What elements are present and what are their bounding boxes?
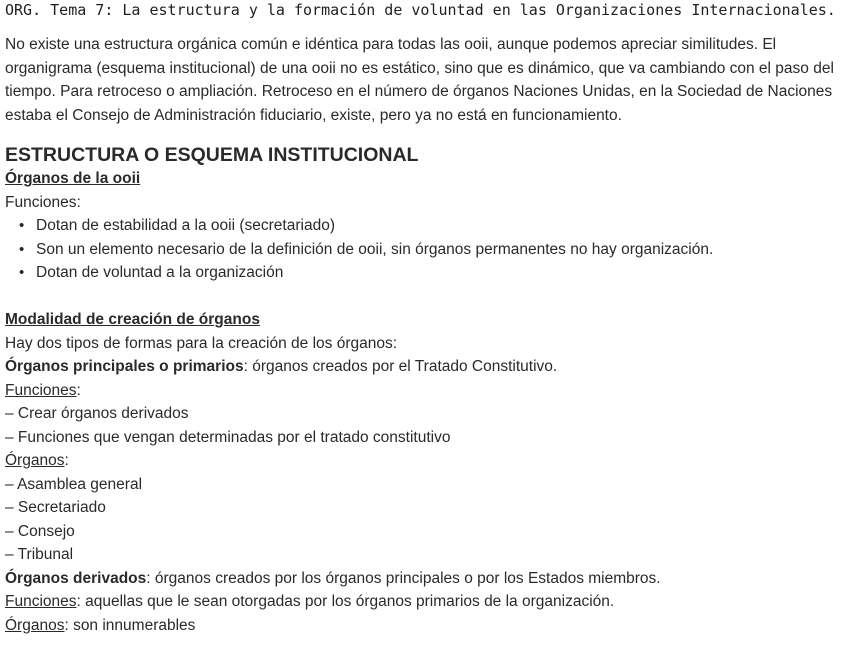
- intro-paragraph: No existe una estructura orgánica común e idéntica para todas las ooii, aunque podemos apreciar similitudes. El organigrama (esquema institucional) de una ooii no es estático, sino que es dinámico, que va cambiando con el paso del tiempo. Para retroceso o ampliación. Retroceso en el número de órganos Naciones Unidas, en la Sociedad de Naciones estaba el Consejo de Administración fiduciario, existe, pero ya no está en funcionamiento.: [5, 36, 834, 124]
- derivados-desc: : órganos creados por los órganos principales o por los Estados miembros.: [146, 569, 661, 587]
- list-item-text: Dotan de estabilidad a la ooii (secretariado): [36, 217, 335, 234]
- derivados-line: [5, 567, 843, 591]
- section-heading: ESTRUCTURA O ESQUEMA INSTITUCIONAL: [5, 144, 419, 166]
- principales-desc: : órganos creados por el Tratado Constitutivo.: [243, 358, 558, 375]
- document-title: ORG. Tema 7: La estructura y la formación de voluntad en las Organizaciones Internacionales.: [5, 1, 836, 19]
- organos-line: [5, 449, 843, 473]
- list-item-text: Son un elemento necesario de la definición de ooii, sin órganos permanentes no hay organización.: [36, 240, 714, 258]
- bullet-icon: •: [19, 240, 25, 258]
- funciones-term: Funciones: [5, 381, 77, 399]
- organos-item: – Consejo: [5, 522, 75, 540]
- modalidad-heading: Modalidad de creación de órganos: [5, 311, 260, 328]
- funciones-list: [5, 214, 843, 285]
- derivados-organos-desc: : son innumerables: [64, 616, 196, 634]
- organos-heading: Órganos de la ooii: [5, 170, 141, 187]
- list-item: [19, 261, 843, 285]
- organos-colon: :: [64, 452, 69, 469]
- list-item: [19, 238, 843, 262]
- derivados-funciones-term: Funciones: [5, 593, 77, 610]
- derivados-funciones-line: [5, 590, 843, 614]
- derivados-term: Órganos derivados: [5, 569, 147, 587]
- modalidad-intro: Hay dos tipos de formas para la creación de los órganos:: [5, 334, 398, 352]
- funciones-item: – Funciones que vengan determinadas por el tratado constitutivo: [5, 428, 451, 446]
- funciones-label: Funciones:: [5, 193, 81, 211]
- organos-item: – Tribunal: [5, 546, 74, 563]
- list-item-text: Dotan de voluntad a la organización: [36, 264, 284, 281]
- derivados-funciones-desc: : aquellas que le sean otorgadas por los órganos primarios de la organización.: [76, 593, 615, 610]
- principales-line: [5, 355, 843, 379]
- organos-item: – Asamblea general: [5, 475, 143, 493]
- organos-item: – Secretariado: [5, 499, 106, 516]
- spacer: [5, 285, 843, 309]
- funciones-item: – Crear órganos derivados: [5, 405, 189, 422]
- funciones-line: [5, 379, 843, 403]
- funciones-colon: :: [76, 381, 81, 399]
- bullet-icon: •: [19, 264, 25, 281]
- organos-term: Órganos: [5, 452, 65, 469]
- bullet-icon: •: [19, 217, 25, 234]
- principales-term: Órganos principales o primarios: [5, 358, 244, 375]
- derivados-organos-term: Órganos: [5, 616, 65, 634]
- list-item: [19, 214, 843, 238]
- derivados-organos-line: [5, 614, 843, 638]
